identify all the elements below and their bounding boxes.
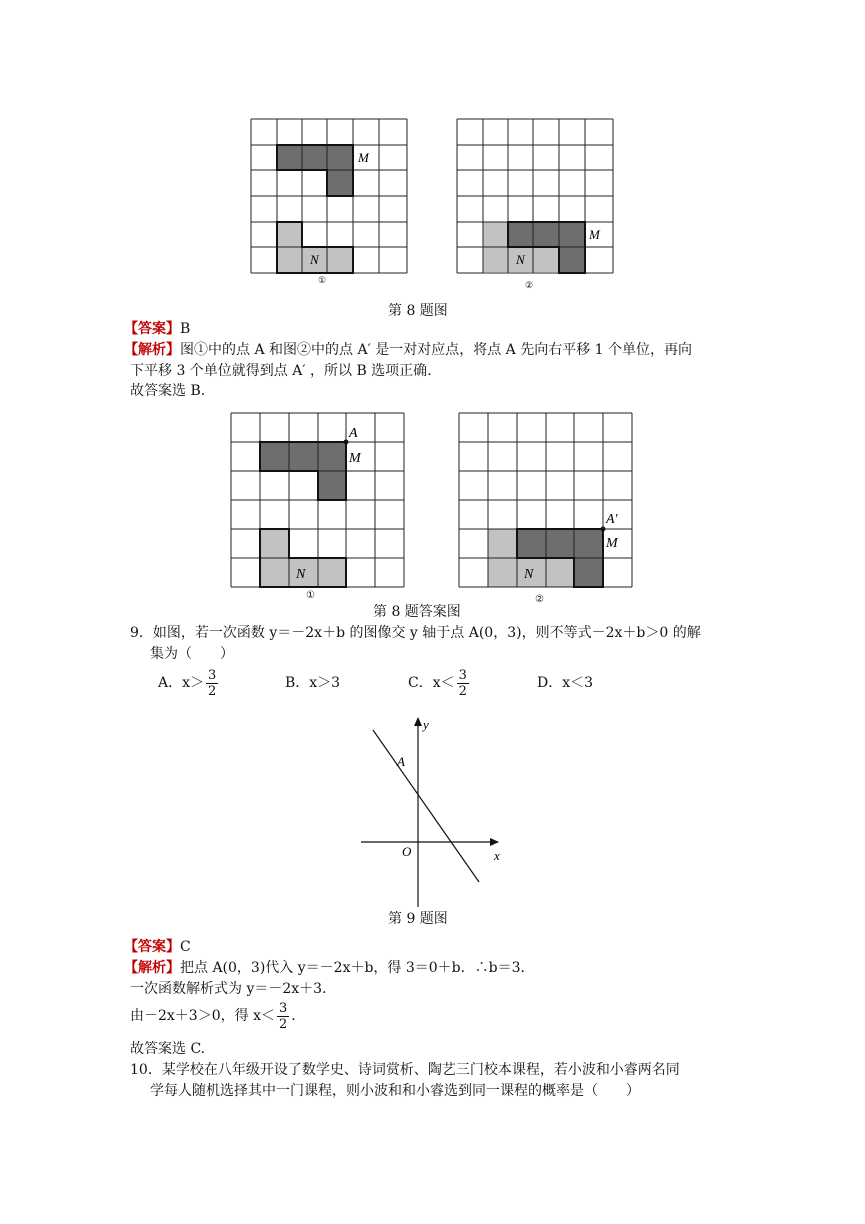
q9-analysis-num: 3 <box>278 1000 288 1016</box>
q9-answer-tag: 【答案】 <box>124 939 180 955</box>
fig8-left-grid <box>250 118 408 274</box>
fig8ans-right-number: ② <box>535 594 544 605</box>
q9-answer: C <box>180 939 191 955</box>
q9-function-line <box>373 730 479 882</box>
q9-option-a-fraction <box>206 668 218 699</box>
q8-analysis-text1: 图①中的点 A 和图②中的点 A′ 是一对对应点，将点 A 先向右平移 1 个单位，再向 <box>180 342 693 358</box>
fig8ans-left-label-m: M <box>349 451 361 466</box>
q9-analysis-tag: 【解析】 <box>124 960 180 976</box>
q9-analysis-line3-suffix: . <box>291 1008 296 1024</box>
fig8ans-left-grid <box>230 412 405 588</box>
fig8ans-left-label-n: N <box>296 567 306 582</box>
fig8-right-label-m: M <box>589 227 600 242</box>
q9-analysis-line2: 一次函数解析式为 y＝－2x＋3． <box>130 981 337 997</box>
q9-option-a <box>158 666 220 700</box>
q9-option-c-fraction <box>457 668 469 699</box>
q9-analysis-den: 2 <box>278 1016 288 1032</box>
fig8-caption: 第 8 题图 <box>388 303 448 319</box>
fig8-left-number: ① <box>318 276 327 286</box>
fig8-left-label-m: M <box>358 150 369 165</box>
q9-label-y: y <box>423 717 429 732</box>
q10-stem-line2: 学每人随机选择其中一门课程，则小波和和小睿选到同一课程的概率是（ ） <box>150 1083 640 1099</box>
q8-analysis-line2: 下平移 3 个单位就得到点 A′ ，所以 B 选项正确. <box>130 363 432 379</box>
q9-answer-line <box>124 938 191 956</box>
q9-analysis-text1: 把点 A(0，3)代入 y＝－2x＋b，得 3＝0＋b．∴b＝3． <box>180 960 535 976</box>
q9-option-a-num: 3 <box>208 667 217 683</box>
q8-analysis-line1 <box>124 341 692 359</box>
fig8-right-grid <box>456 118 614 274</box>
q9-option-a-den: 2 <box>208 683 217 699</box>
q10-stem-line1: 10．某学校在八年级开设了数学史、诗词赏析、陶艺三门校本课程，若小波和小睿两名同 <box>130 1062 680 1078</box>
fig8-left-label-n: N <box>310 252 319 267</box>
fig8ans-left-number: ① <box>306 590 315 601</box>
q9-option-d: D．x＜3 <box>537 675 594 691</box>
q9-analysis-fraction <box>277 1001 289 1032</box>
q9-option-c-num: 3 <box>458 667 467 683</box>
fig8ans-right-grid <box>458 412 633 588</box>
q9-stem-line2: 集为（ ） <box>150 646 234 662</box>
q9-analysis-line3-prefix: 由－2x＋3＞0，得 x＜ <box>130 1008 275 1024</box>
fig8-right-label-n: N <box>516 252 525 267</box>
fig8ans-label-a-prime: A′ <box>606 512 618 527</box>
q9-option-a-prefix: A．x＞ <box>158 675 205 691</box>
q9-option-c <box>408 666 471 700</box>
fig8ans-caption: 第 8 题答案图 <box>373 604 461 620</box>
q9-label-x: x <box>494 848 500 863</box>
fig8-right-number: ② <box>525 281 534 291</box>
q9-option-c-prefix: C．x＜ <box>408 675 455 691</box>
q9-label-o: O <box>402 844 412 859</box>
q9-caption: 第 9 题图 <box>388 911 448 927</box>
q9-option-b: B．x＞3 <box>285 675 341 691</box>
q9-graph <box>355 712 515 908</box>
q9-conclusion: 故答案选 C. <box>130 1041 206 1057</box>
q9-option-c-den: 2 <box>458 683 467 699</box>
fig8ans-right-label-n: N <box>524 567 534 582</box>
q8-answer: B <box>180 321 191 337</box>
fig8ans-right-label-m: M <box>606 536 618 551</box>
q8-answer-line <box>124 320 190 338</box>
q9-analysis-line1 <box>124 959 535 977</box>
q9-label-a: A <box>397 754 405 769</box>
fig8ans-label-a: A <box>349 426 358 441</box>
q9-stem-line1: 9．如图，若一次函数 y＝－2x＋b 的图像交 y 轴于点 A(0，3)，则不等式－2x＋b＞0 的解 <box>130 625 701 641</box>
q8-analysis-tag: 【解析】 <box>124 342 180 358</box>
q9-analysis-line3 <box>130 999 296 1033</box>
q8-conclusion: 故答案选 B. <box>130 383 206 399</box>
q8-answer-tag: 【答案】 <box>124 321 180 337</box>
